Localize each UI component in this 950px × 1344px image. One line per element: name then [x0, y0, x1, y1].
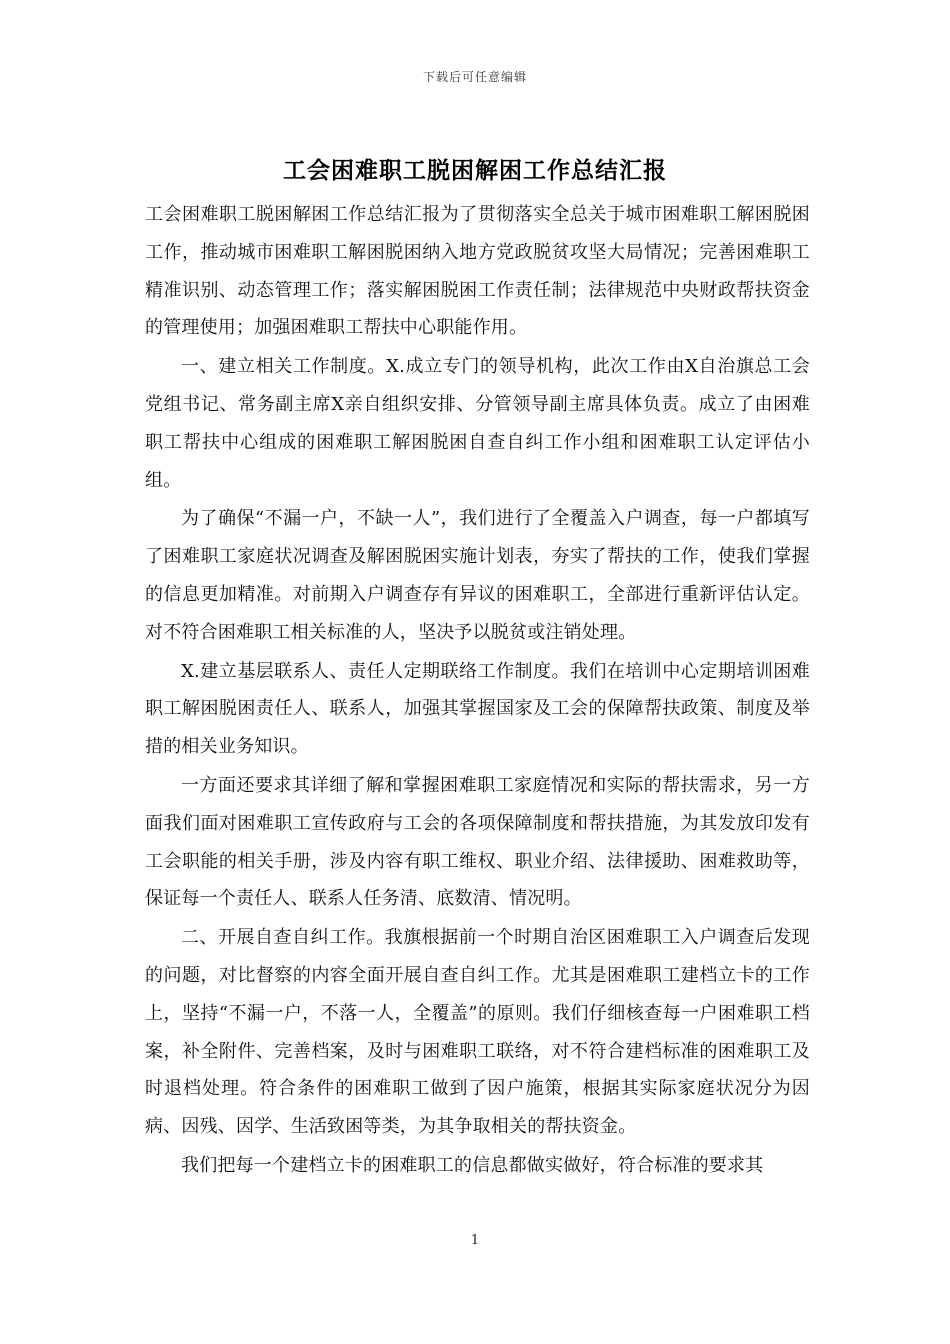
header-note: 下载后可任意编辑 [422, 70, 527, 84]
paragraph-contact-system: X.建立基层联系人、责任人定期联络工作制度。我们在培训中心定期培训困难职工解困脱困责任人、联系人，加强其掌握国家及工会的保障帮扶政策、制度及举措的相关业务知识。 [145, 660, 810, 758]
paragraph-records: 我们把每一个建档立卡的困难职工的信息都做实做好，符合标准的要求其 [181, 1154, 764, 1176]
document-body [145, 196, 810, 1186]
paragraph-intro: 工会困难职工脱困解困工作总结汇报为了贯彻落实全总关于城市困难职工解困脱困工作，推动城市困难职工解困脱困纳入地方党政脱贫攻坚大局情况；完善困难职工精准识别、动态管理工作；落实解困脱困工作责任制；法律规范中央财政帮扶资金的管理使用；加强困难职工帮扶中心职能作用。 [145, 204, 810, 339]
paragraph-survey: 为了确保“不漏一户，不缺一人”，我们进行了全覆盖入户调查，每一户都填写了困难职工家庭状况调查及解困脱困实施计划表，夯实了帮扶的工作，使我们掌握的信息更加精准。对前期入户调查存有异议的困难职工，全部进行重新评估认定。对不符合困难职工相关标准的人，坚决予以脱贫或注销处理。 [145, 508, 810, 643]
paragraph-section-one: 一、建立相关工作制度。X.成立专门的领导机构，此次工作由X自治旗总工会党组书记、常务副主席X亲自组织安排、分管领导副主席具体负责。成立了由困难职工帮扶中心组成的困难职工解困脱困自查自纠工作小组和困难职工认定评估小组。 [145, 356, 810, 491]
paragraph-responsibilities: 一方面还要求其详细了解和掌握困难职工家庭情况和实际的帮扶需求，另一方面我们面对困难职工宣传政府与工会的各项保障制度和帮扶措施，为其发放印发有工会职能的相关手册，涉及内容有职工维权、职业介绍、法律援助、困难救助等，保证每一个责任人、联系人任务清、底数清、情况明。 [145, 774, 810, 910]
paragraph-section-two: 二、开展自查自纠工作。我旗根据前一个时期自治区困难职工入户调查后发现的问题，对比督察的内容全面开展自查自纠工作。尤其是困难职工建档立卡的工作上，坚持“不漏一户，不落一人，全覆盖”的原则。我们仔细核查每一户困难职工档案，补全附件、完善档案，及时与困难职工联络，对不符合建档标准的困难职工及时退档处理。符合条件的困难职工做到了因户施策，根据其实际家庭状况分为因病、因残、因学、生活致困等类，为其争取相关的帮扶资金。 [145, 927, 810, 1138]
page-number: 1 [470, 1233, 480, 1248]
document-title: 工会困难职工脱困解困工作总结汇报 [283, 157, 667, 184]
